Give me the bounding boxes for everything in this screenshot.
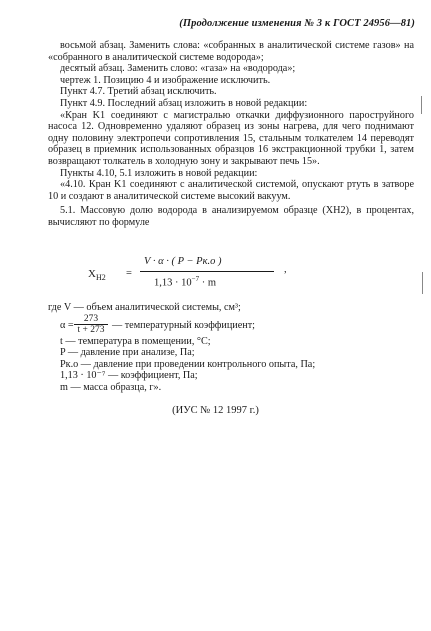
- scan-mark: [422, 272, 423, 294]
- fraction-bar: [140, 271, 274, 272]
- items-4-10-5-1: Пункты 4.10, 5.1 изложить в новой редакции:: [60, 167, 258, 179]
- item-5-1-text: 5.1. Массовую долю водорода в анализируемом образце (XH2), в процентах, вычисляют по формуле: [48, 205, 414, 228]
- formula-equals: =: [126, 268, 132, 279]
- item-4-9-text: «Кран K1 соединяют с магистралью откачки диффузионного пароструйного насоса 12. Одновременно удаляют образец из зоны нагрева, для чего поднимают одну половину электропечи сопротивления 15, стальным толкателем 14 переводят образец в приемник использованных образцов 16 экстракционной трубки 1, затем возвращают толкатель в холодную зону и закрывают печь 15».: [48, 109, 414, 167]
- where-intro: где V — объем аналитической системы, см³;: [48, 302, 241, 313]
- item-4-10-text: «4.10. Кран K1 соединяют с аналитической системой, опускают ртуть в затворе 10 и создают в аналитической системе высокий вакуум.: [48, 179, 414, 202]
- definition-p: P — давление при анализе, Па;: [60, 347, 195, 359]
- item-4-9: Пункт 4.9. Последний абзац изложить в новой редакции:: [60, 97, 308, 109]
- alpha-fraction: $\frac{273}{t + 273}$: [74, 314, 108, 335]
- drawing-note: чертеж 1. Позицию 4 и изображение исключить.: [60, 74, 271, 86]
- definition-m: m — масса образца, г».: [60, 381, 162, 393]
- definition-t: t — температура в помещении, °С;: [60, 335, 211, 347]
- definition-pko: Pк.о — давление при проведении контрольного опыта, Па;: [60, 358, 316, 370]
- formula-denominator: $1,13 \cdot 10^{-7} \cdot m$: [154, 275, 216, 289]
- hydrogen-formula: [88, 256, 308, 292]
- formula-numerator: V · α · ( P − Pк.о ): [144, 256, 222, 267]
- paragraph-10: десятый абзац. Заменить слово: «газа» на «водорода»;: [60, 63, 296, 75]
- scan-mark: [421, 96, 422, 114]
- item-4-7: Пункт 4.7. Третий абзац исключить.: [60, 86, 217, 98]
- definition-coefficient: 1,13 · 10⁻⁷ — коэффициент, Па;: [60, 370, 198, 382]
- document-body: [48, 40, 414, 229]
- formula-comma: ,: [284, 264, 287, 275]
- paragraph-8: восьмой абзац. Заменить слова: «собранных в аналитической системе газов» на «собранного в аналитической системе водорода»;: [48, 40, 414, 63]
- ius-reference: (ИУС № 12 1997 г.): [172, 405, 259, 416]
- page-header: (Продолжение изменения № 3 к ГОСТ 24956—81): [179, 18, 415, 29]
- alpha-definition: α = $\frac{273}{t + 273}$ — температурный коэффициент;: [60, 313, 255, 335]
- symbol-definitions: [48, 302, 414, 394]
- formula-lhs: $X_{H2}$: [88, 268, 106, 283]
